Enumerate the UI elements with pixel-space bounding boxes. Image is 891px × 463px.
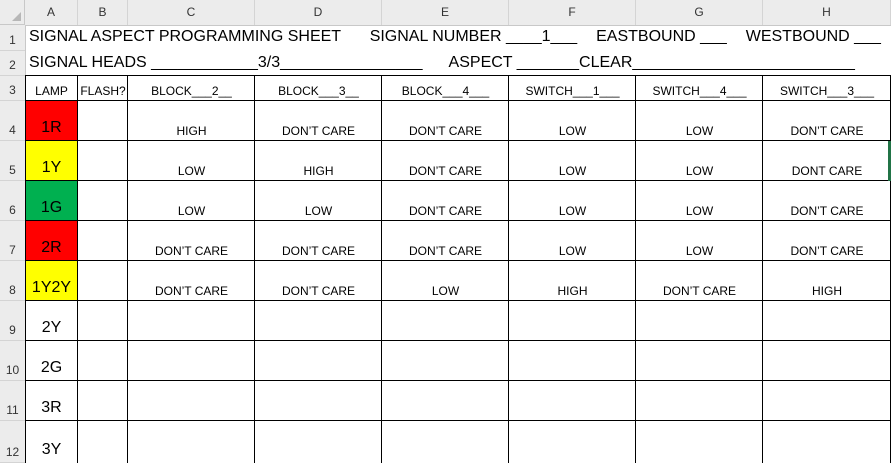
table-cell[interactable] bbox=[128, 341, 255, 381]
row-header-5[interactable]: 5 bbox=[0, 141, 25, 181]
grid-vertical-line bbox=[77, 76, 78, 463]
table-cell[interactable] bbox=[78, 221, 128, 261]
grid-horizontal-line bbox=[25, 300, 891, 301]
aspect-label: ASPECT bbox=[448, 54, 513, 71]
row1-content bbox=[29, 28, 881, 46]
column-header-e[interactable]: E bbox=[382, 0, 509, 25]
table-cell[interactable]: LOW bbox=[558, 164, 587, 178]
table-cell[interactable]: LOW bbox=[685, 204, 714, 218]
lamp-cell[interactable]: 1Y bbox=[25, 141, 78, 181]
table-cell[interactable] bbox=[509, 301, 636, 341]
table-cell[interactable] bbox=[382, 381, 509, 421]
table-cell[interactable]: LOW bbox=[685, 164, 714, 178]
grid-horizontal-line bbox=[25, 380, 891, 381]
table-cell[interactable] bbox=[128, 381, 255, 421]
row-header-2[interactable]: 2 bbox=[0, 51, 25, 76]
lamp-cell[interactable]: 3R bbox=[41, 399, 62, 416]
grid-horizontal-line bbox=[25, 180, 891, 181]
table-cell[interactable] bbox=[78, 301, 128, 341]
table-cell[interactable]: DON’T CARE bbox=[662, 284, 737, 298]
header-cell-b[interactable]: FLASH? bbox=[80, 84, 126, 98]
lamp-cell[interactable]: 2R bbox=[25, 221, 78, 261]
header-cell-a[interactable]: LAMP bbox=[35, 84, 68, 98]
grid-vertical-line bbox=[254, 76, 255, 463]
table-cell[interactable]: DON’T CARE bbox=[408, 204, 483, 218]
table-cell[interactable]: DON’T CARE bbox=[408, 124, 483, 138]
header-cell-c[interactable]: BLOCK___2__ bbox=[151, 84, 232, 98]
table-cell[interactable]: LOW bbox=[558, 124, 587, 138]
grid-horizontal-line bbox=[25, 340, 891, 341]
table-cell[interactable] bbox=[78, 381, 128, 421]
eastbound-label: EASTBOUND ___ bbox=[596, 28, 727, 45]
table-cell[interactable] bbox=[382, 421, 509, 463]
table-cell[interactable] bbox=[382, 301, 509, 341]
table-cell[interactable]: HIGH bbox=[303, 164, 334, 178]
table-cell[interactable] bbox=[255, 301, 382, 341]
aspect-value: _______CLEAR_________________________ bbox=[516, 54, 855, 71]
row-header-3[interactable]: 3 bbox=[0, 76, 25, 101]
select-all-triangle-icon bbox=[12, 12, 21, 21]
row2-content bbox=[29, 54, 855, 72]
table-cell[interactable]: DON’T CARE bbox=[408, 244, 483, 258]
table-cell[interactable]: DON’T CARE bbox=[281, 124, 356, 138]
table-cell[interactable] bbox=[78, 261, 128, 301]
table-cell[interactable]: LOW bbox=[177, 204, 206, 218]
lamp-cell[interactable]: 2G bbox=[40, 359, 63, 376]
table-cell[interactable]: DON’T CARE bbox=[281, 244, 356, 258]
header-cell-g[interactable]: SWITCH___4___ bbox=[652, 84, 747, 98]
row-header-9[interactable]: 9 bbox=[0, 301, 25, 341]
table-cell[interactable]: LOW bbox=[685, 244, 714, 258]
table-cell[interactable] bbox=[763, 381, 891, 421]
grid-vertical-line bbox=[762, 76, 763, 463]
table-cell[interactable] bbox=[382, 341, 509, 381]
column-header-c[interactable]: C bbox=[128, 0, 255, 25]
row-header-12[interactable]: 12 bbox=[0, 421, 25, 463]
table-cell[interactable] bbox=[509, 421, 636, 463]
grid-vertical-line bbox=[635, 76, 636, 463]
row-header-6[interactable]: 6 bbox=[0, 181, 25, 221]
header-cell-f[interactable]: SWITCH___1___ bbox=[525, 84, 620, 98]
sheet-title: SIGNAL ASPECT PROGRAMMING SHEET bbox=[29, 28, 341, 45]
grid-horizontal-line bbox=[25, 100, 891, 101]
signal-number-label: SIGNAL NUMBER bbox=[369, 28, 502, 45]
table-cell[interactable] bbox=[763, 341, 891, 381]
signal-heads-label: SIGNAL HEADS bbox=[29, 54, 147, 71]
row-header-10[interactable]: 10 bbox=[0, 341, 25, 381]
lamp-cell[interactable]: 1G bbox=[25, 181, 78, 221]
table-cell[interactable]: LOW bbox=[558, 204, 587, 218]
lamp-cell[interactable]: 1R bbox=[25, 101, 78, 141]
column-header-d[interactable]: D bbox=[255, 0, 382, 25]
table-cell[interactable] bbox=[636, 341, 763, 381]
grid-horizontal-line bbox=[25, 75, 891, 76]
westbound-label: WESTBOUND ___ bbox=[745, 28, 881, 45]
table-cell[interactable]: LOW bbox=[558, 244, 587, 258]
table-cell[interactable] bbox=[78, 141, 128, 181]
signal-number-value: ____1___ bbox=[506, 28, 578, 45]
table-cell[interactable]: DON’T CARE bbox=[790, 124, 864, 138]
table-cell[interactable] bbox=[255, 341, 382, 381]
table-cell[interactable]: LOW bbox=[304, 204, 333, 218]
column-header-b[interactable]: B bbox=[78, 0, 128, 25]
table-cell[interactable] bbox=[78, 341, 128, 381]
table-cell[interactable] bbox=[763, 301, 891, 341]
table-cell[interactable]: HIGH bbox=[557, 284, 588, 298]
row-header-7[interactable]: 7 bbox=[0, 221, 25, 261]
table-cell[interactable]: DON’T CARE bbox=[790, 244, 864, 258]
table-cell[interactable]: LOW bbox=[685, 124, 714, 138]
grid-horizontal-line bbox=[25, 140, 891, 141]
table-cell[interactable]: DON’T CARE bbox=[154, 244, 229, 258]
table-cell[interactable]: DON’T CARE bbox=[408, 164, 483, 178]
table-cell[interactable]: DON’T CARE bbox=[790, 204, 864, 218]
select-all-corner[interactable] bbox=[0, 0, 25, 25]
row-header-1[interactable]: 1 bbox=[0, 25, 25, 51]
header-cell-d[interactable]: BLOCK___3__ bbox=[278, 84, 359, 98]
table-cell[interactable] bbox=[128, 421, 255, 463]
table-cell[interactable] bbox=[255, 421, 382, 463]
signal-heads-value: ____________3/3________________ bbox=[151, 54, 423, 71]
lamp-cell[interactable]: 2Y bbox=[41, 319, 62, 336]
table-cell[interactable] bbox=[78, 181, 128, 221]
table-cell[interactable] bbox=[509, 381, 636, 421]
table-cell[interactable] bbox=[509, 341, 636, 381]
lamp-cell[interactable]: 3Y bbox=[41, 441, 62, 458]
table-cell[interactable] bbox=[763, 421, 891, 463]
table-cell[interactable] bbox=[78, 101, 128, 141]
header-cell-h[interactable]: SWITCH___3___ bbox=[779, 84, 875, 98]
header-cell-e[interactable]: BLOCK___4___ bbox=[401, 84, 490, 98]
table-cell[interactable] bbox=[636, 301, 763, 341]
grid-horizontal-line bbox=[25, 220, 891, 221]
column-header-f[interactable]: F bbox=[509, 0, 636, 25]
grid-vertical-line bbox=[25, 76, 26, 463]
column-header-g[interactable]: G bbox=[636, 0, 763, 25]
table-cell[interactable] bbox=[128, 301, 255, 341]
lamp-cell[interactable]: 1Y2Y bbox=[25, 261, 78, 301]
table-cell[interactable] bbox=[636, 381, 763, 421]
column-header-h[interactable]: H bbox=[763, 0, 891, 25]
row-header-8[interactable]: 8 bbox=[0, 261, 25, 301]
grid-vertical-line bbox=[127, 76, 128, 463]
table-cell[interactable] bbox=[255, 381, 382, 421]
table-cell[interactable] bbox=[78, 421, 128, 463]
grid-horizontal-line bbox=[25, 260, 891, 261]
table-cell[interactable]: HIGH bbox=[176, 124, 207, 138]
row-header-11[interactable]: 11 bbox=[0, 381, 25, 421]
table-cell[interactable]: LOW bbox=[177, 164, 206, 178]
table-cell[interactable]: DON’T CARE bbox=[154, 284, 229, 298]
column-header-a[interactable]: A bbox=[25, 0, 78, 25]
table-cell[interactable]: DON’T CARE bbox=[281, 284, 356, 298]
table-cell[interactable]: HIGH bbox=[812, 284, 842, 298]
grid-vertical-line bbox=[508, 76, 509, 463]
grid-horizontal-line bbox=[25, 420, 891, 421]
table-cell[interactable]: DONT CARE bbox=[791, 164, 863, 178]
table-cell[interactable] bbox=[636, 421, 763, 463]
grid-vertical-line bbox=[381, 76, 382, 463]
row-header-4[interactable]: 4 bbox=[0, 101, 25, 141]
table-cell[interactable]: LOW bbox=[431, 284, 460, 298]
